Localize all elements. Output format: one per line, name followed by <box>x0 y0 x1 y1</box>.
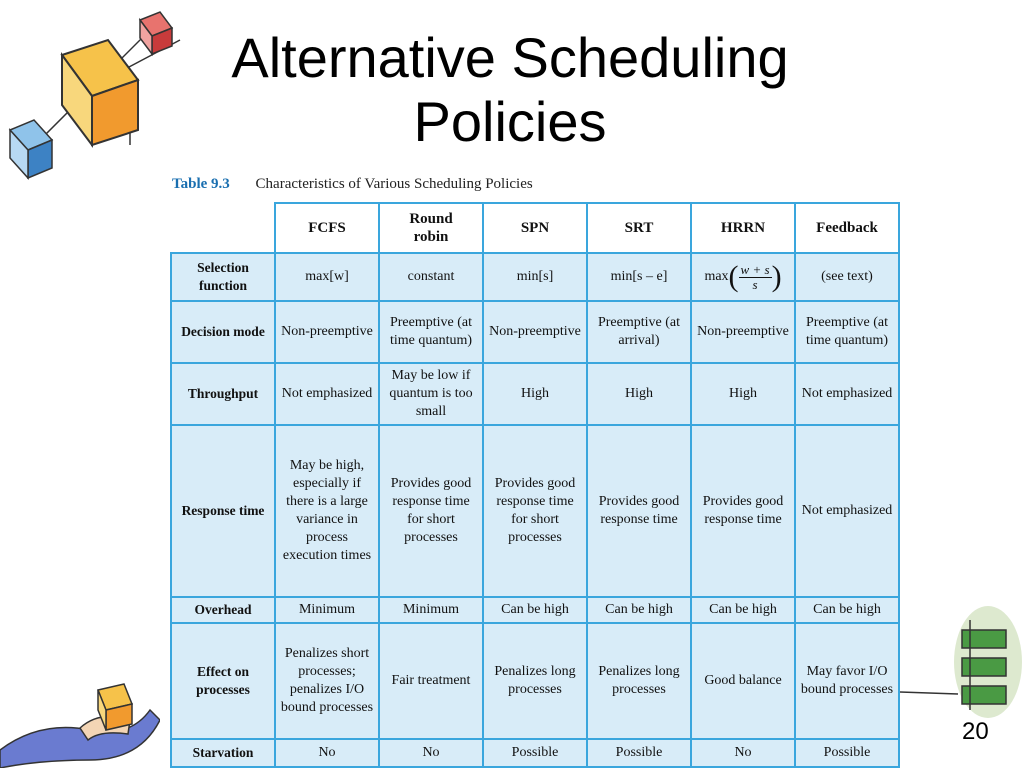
row-header-overhead: Overhead <box>171 597 275 623</box>
table-cell: Non-preemptive <box>275 301 379 363</box>
table-corner-cell <box>171 203 275 253</box>
table-cell: Good balance <box>691 623 795 739</box>
table-cell: Provides good response time for short processes <box>379 425 483 597</box>
table-cell: Not emphasized <box>275 363 379 425</box>
column-header-round-robin: Round robin <box>379 203 483 253</box>
table-cell: Can be high <box>691 597 795 623</box>
table-cell: Provides good response time for short processes <box>483 425 587 597</box>
table-cell: Provides good response time <box>691 425 795 597</box>
table-cell: Minimum <box>379 597 483 623</box>
table-cell: Can be high <box>483 597 587 623</box>
table-row-overhead <box>171 597 899 623</box>
table-caption <box>172 176 533 193</box>
table-cell: Possible <box>587 739 691 767</box>
table-cell: min[s] <box>483 253 587 301</box>
stacked-boxes-clipart-icon <box>900 600 1024 720</box>
column-header-fcfs: FCFS <box>275 203 379 253</box>
table-cell: Penalizes long processes <box>587 623 691 739</box>
table-cell: Can be high <box>795 597 899 623</box>
table-cell: Minimum <box>275 597 379 623</box>
table-cell: Provides good response time <box>587 425 691 597</box>
table-cell: Non-preemptive <box>483 301 587 363</box>
table-cell: Preemptive (at time quantum) <box>379 301 483 363</box>
table-cell: Non-preemptive <box>691 301 795 363</box>
row-header-response-time: Response time <box>171 425 275 597</box>
table-cell: Penalizes short processes; penalizes I/O bound processes <box>275 623 379 739</box>
table-cell: High <box>483 363 587 425</box>
column-header-hrrn: HRRN <box>691 203 795 253</box>
table-cell: Preemptive (at arrival) <box>587 301 691 363</box>
page-number: 20 <box>962 718 989 745</box>
table-cell: Fair treatment <box>379 623 483 739</box>
row-header-effect-on-processes: Effect on processes <box>171 623 275 739</box>
table-cell: max[w] <box>275 253 379 301</box>
table-cell: Can be high <box>587 597 691 623</box>
hrrn-formula: max ( w + s s ) <box>704 260 782 293</box>
row-header-selection-function: Selection function <box>171 253 275 301</box>
table-cell: Not emphasized <box>795 363 899 425</box>
row-header-throughput: Throughput <box>171 363 275 425</box>
table-cell: High <box>691 363 795 425</box>
table-number: Table 9.3 <box>172 176 230 192</box>
scheduling-policies-table <box>170 202 900 768</box>
table-cell: Penalizes long processes <box>483 623 587 739</box>
table-cell: May be low if quantum is too small <box>379 363 483 425</box>
hand-holding-box-clipart-icon <box>0 680 160 768</box>
column-header-feedback: Feedback <box>795 203 899 253</box>
table-row-starvation <box>171 739 899 767</box>
table-cell: Not emphasized <box>795 425 899 597</box>
table-row-selection-function <box>171 253 899 301</box>
table-cell: min[s – e] <box>587 253 691 301</box>
table-cell: Preemptive (at time quantum) <box>795 301 899 363</box>
hrrn-selection-formula <box>691 253 795 301</box>
column-header-spn: SPN <box>483 203 587 253</box>
table-cell: High <box>587 363 691 425</box>
table-header-row <box>171 203 899 253</box>
table-cell: May be high, especially if there is a large variance in process execution times <box>275 425 379 597</box>
column-header-srt: SRT <box>587 203 691 253</box>
table-cell: No <box>275 739 379 767</box>
table-row-throughput <box>171 363 899 425</box>
slide-title: Alternative Scheduling Policies <box>231 26 789 153</box>
table-caption-text: Characteristics of Various Scheduling Policies <box>255 176 533 192</box>
table-cell: Possible <box>795 739 899 767</box>
row-header-starvation: Starvation <box>171 739 275 767</box>
table-cell: Possible <box>483 739 587 767</box>
table-row-effect-on-processes <box>171 623 899 739</box>
table-cell: No <box>379 739 483 767</box>
table-cell: No <box>691 739 795 767</box>
table-cell: constant <box>379 253 483 301</box>
table-row-response-time <box>171 425 899 597</box>
table-row-decision-mode <box>171 301 899 363</box>
table-cell: (see text) <box>795 253 899 301</box>
table-cell: May favor I/O bound processes <box>795 623 899 739</box>
row-header-decision-mode: Decision mode <box>171 301 275 363</box>
